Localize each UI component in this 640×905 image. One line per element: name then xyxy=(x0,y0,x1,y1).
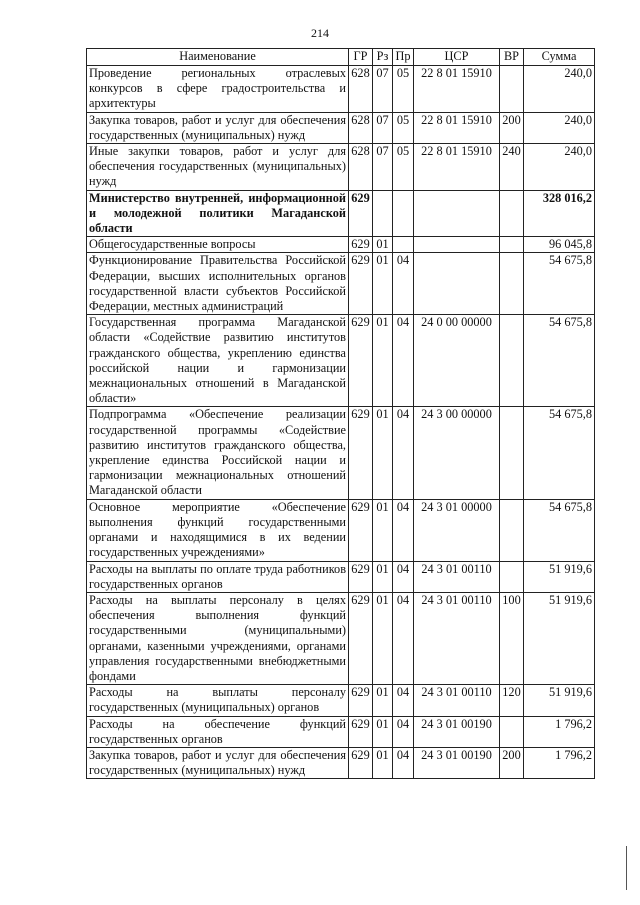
cell-rz: 01 xyxy=(373,716,393,747)
cell-vr xyxy=(500,407,524,499)
budget-table xyxy=(86,48,595,779)
cell-sum: 54 675,8 xyxy=(524,253,595,315)
table-body xyxy=(87,66,595,779)
cell-gr: 628 xyxy=(349,66,373,113)
cell-vr xyxy=(500,66,524,113)
cell-pr xyxy=(393,190,414,237)
cell-sum: 54 675,8 xyxy=(524,315,595,407)
cell-csr: 22 8 01 15910 xyxy=(414,144,500,191)
cell-sum: 240,0 xyxy=(524,66,595,113)
cell-gr: 629 xyxy=(349,315,373,407)
cell-sum: 51 919,6 xyxy=(524,592,595,684)
cell-csr xyxy=(414,237,500,253)
cell-pr: 04 xyxy=(393,716,414,747)
header-csr: ЦСР xyxy=(414,49,500,66)
table-header-row xyxy=(87,49,595,66)
cell-csr: 24 3 00 00000 xyxy=(414,407,500,499)
table-row xyxy=(87,499,595,561)
cell-gr: 629 xyxy=(349,561,373,592)
cell-name: Государственная программа Магаданской области «Содействие развитию институтов гражданского общества, укреплению единства российской нации и гармонизации межнациональных отношений в Магаданской области» xyxy=(87,315,349,407)
header-pr: Пр xyxy=(393,49,414,66)
cell-name: Иные закупки товаров, работ и услуг для обеспечения государственных (муниципальных) нужд xyxy=(87,144,349,191)
cell-rz: 01 xyxy=(373,561,393,592)
cell-pr: 04 xyxy=(393,592,414,684)
cell-sum: 51 919,6 xyxy=(524,561,595,592)
cell-name: Расходы на обеспечение функций государственных органов xyxy=(87,716,349,747)
cell-pr: 04 xyxy=(393,561,414,592)
cell-pr: 05 xyxy=(393,66,414,113)
cell-sum: 240,0 xyxy=(524,112,595,143)
cell-gr: 629 xyxy=(349,716,373,747)
cell-pr: 05 xyxy=(393,112,414,143)
cell-rz: 01 xyxy=(373,747,393,778)
cell-csr: 22 8 01 15910 xyxy=(414,112,500,143)
table-row xyxy=(87,112,595,143)
cell-gr: 629 xyxy=(349,407,373,499)
cell-vr xyxy=(500,561,524,592)
cell-gr: 629 xyxy=(349,499,373,561)
table-row xyxy=(87,190,595,237)
cell-vr: 100 xyxy=(500,592,524,684)
cell-name: Министерство внутренней, информационной и молодежной политики Магаданской области xyxy=(87,190,349,237)
cell-name: Расходы на выплаты персоналу государственных (муниципальных) органов xyxy=(87,685,349,716)
cell-pr: 04 xyxy=(393,407,414,499)
cell-gr: 629 xyxy=(349,747,373,778)
cell-csr: 24 3 01 00190 xyxy=(414,747,500,778)
cell-rz: 01 xyxy=(373,685,393,716)
cell-rz: 01 xyxy=(373,253,393,315)
cell-name: Функционирование Правительства Российской Федерации, высших исполнительных органов государственной власти субъектов Российской Федерации, местных администраций xyxy=(87,253,349,315)
cell-vr: 200 xyxy=(500,112,524,143)
margin-mark xyxy=(626,846,627,890)
cell-gr: 628 xyxy=(349,112,373,143)
cell-csr: 24 3 01 00000 xyxy=(414,499,500,561)
table-row xyxy=(87,561,595,592)
header-gr: ГР xyxy=(349,49,373,66)
cell-name: Расходы на выплаты персоналу в целях обеспечения выполнения функций государственными (муниципальными) органами, казенными учреждениями, органами управления государственными внебюджетными фондами xyxy=(87,592,349,684)
cell-pr: 04 xyxy=(393,315,414,407)
table-row xyxy=(87,237,595,253)
cell-gr: 629 xyxy=(349,592,373,684)
cell-vr xyxy=(500,499,524,561)
cell-rz: 01 xyxy=(373,592,393,684)
cell-csr: 24 3 01 00190 xyxy=(414,716,500,747)
table-row xyxy=(87,747,595,778)
cell-sum: 51 919,6 xyxy=(524,685,595,716)
header-vr: ВР xyxy=(500,49,524,66)
table-row xyxy=(87,407,595,499)
cell-csr: 24 3 01 00110 xyxy=(414,592,500,684)
cell-gr: 629 xyxy=(349,237,373,253)
cell-name: Основное мероприятие «Обеспечение выполнения функций государственными органами и находящимися в их ведении государственных учреждениями» xyxy=(87,499,349,561)
cell-vr xyxy=(500,315,524,407)
cell-vr: 200 xyxy=(500,747,524,778)
table-row xyxy=(87,716,595,747)
cell-pr: 05 xyxy=(393,144,414,191)
cell-vr xyxy=(500,237,524,253)
cell-csr xyxy=(414,253,500,315)
cell-rz: 01 xyxy=(373,407,393,499)
cell-csr: 24 0 00 00000 xyxy=(414,315,500,407)
cell-rz: 01 xyxy=(373,499,393,561)
cell-vr: 240 xyxy=(500,144,524,191)
cell-csr: 24 3 01 00110 xyxy=(414,561,500,592)
cell-name: Расходы на выплаты по оплате труда работников государственных органов xyxy=(87,561,349,592)
header-name: Наименование xyxy=(87,49,349,66)
cell-pr xyxy=(393,237,414,253)
cell-name: Общегосударственные вопросы xyxy=(87,237,349,253)
cell-csr: 24 3 01 00110 xyxy=(414,685,500,716)
cell-rz xyxy=(373,190,393,237)
table-row xyxy=(87,66,595,113)
cell-rz: 01 xyxy=(373,237,393,253)
cell-gr: 629 xyxy=(349,253,373,315)
cell-csr xyxy=(414,190,500,237)
cell-sum: 54 675,8 xyxy=(524,407,595,499)
cell-csr: 22 8 01 15910 xyxy=(414,66,500,113)
table-row xyxy=(87,685,595,716)
cell-rz: 01 xyxy=(373,315,393,407)
cell-gr: 629 xyxy=(349,190,373,237)
cell-name: Подпрограмма «Обеспечение реализации государственной программы «Содействие развитию институтов гражданского общества, укрепление единства Российской нации и гармонизации межнациональных отношений Магаданской области xyxy=(87,407,349,499)
cell-sum: 240,0 xyxy=(524,144,595,191)
cell-vr xyxy=(500,190,524,237)
cell-sum: 328 016,2 xyxy=(524,190,595,237)
cell-name: Закупка товаров, работ и услуг для обеспечения государственных (муниципальных) нужд xyxy=(87,112,349,143)
cell-name: Закупка товаров, работ и услуг для обеспечения государственных (муниципальных) нужд xyxy=(87,747,349,778)
cell-pr: 04 xyxy=(393,685,414,716)
cell-vr xyxy=(500,253,524,315)
header-sum: Сумма xyxy=(524,49,595,66)
cell-pr: 04 xyxy=(393,499,414,561)
cell-vr xyxy=(500,716,524,747)
header-rz: Рз xyxy=(373,49,393,66)
cell-rz: 07 xyxy=(373,144,393,191)
page-number: 214 xyxy=(311,26,329,40)
table-row xyxy=(87,144,595,191)
cell-rz: 07 xyxy=(373,66,393,113)
table-row xyxy=(87,253,595,315)
cell-vr: 120 xyxy=(500,685,524,716)
cell-pr: 04 xyxy=(393,253,414,315)
table-row xyxy=(87,315,595,407)
cell-sum: 1 796,2 xyxy=(524,747,595,778)
cell-pr: 04 xyxy=(393,747,414,778)
cell-name: Проведение региональных отраслевых конкурсов в сфере градостроительства и архитектуры xyxy=(87,66,349,113)
table-row xyxy=(87,592,595,684)
cell-sum: 96 045,8 xyxy=(524,237,595,253)
cell-gr: 629 xyxy=(349,685,373,716)
cell-gr: 628 xyxy=(349,144,373,191)
cell-sum: 1 796,2 xyxy=(524,716,595,747)
cell-rz: 07 xyxy=(373,112,393,143)
cell-sum: 54 675,8 xyxy=(524,499,595,561)
